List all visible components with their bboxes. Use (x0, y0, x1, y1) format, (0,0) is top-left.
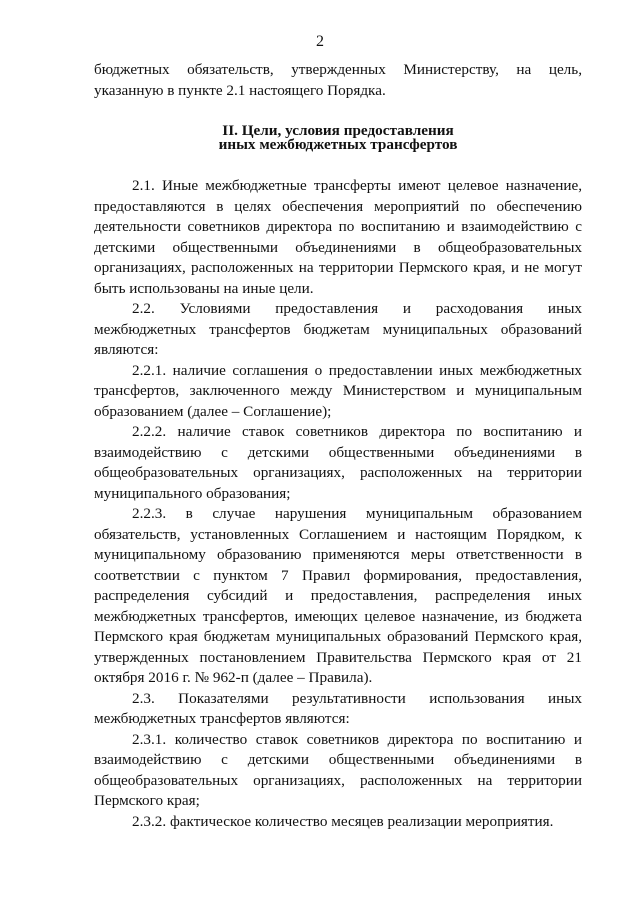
paragraph-2-1: 2.1. Иные межбюджетные трансферты имеют целевое назначение, предоставляются в целях обеспечения мероприятий по обеспечению деятельности советников директора по воспитанию и взаимодействию с детскими общественными объединениями в общеобразовательных организациях, расположенных на территории Пермского края, и не могут быть использованы на иные цели. (94, 177, 582, 297)
paragraph-2-3-2: 2.3.2. фактическое количество месяцев реализации мероприятия. (132, 812, 554, 830)
page-number: 2 (316, 33, 324, 50)
paragraph-2-3-1: 2.3.1. количество ставок советников директора по воспитанию и взаимодействию с детскими общественными объединениями в общеобразовательных организациях, расположенных на территории Пермского края; (94, 730, 582, 809)
document-body (94, 60, 582, 832)
intro-paragraph: бюджетных обязательств, утвержденных Министерству, на цель, указанную в пункте 2.1 настоящего Порядка. (94, 61, 582, 99)
section-heading (94, 124, 582, 152)
paragraph-2-2-2: 2.2.2. наличие ставок советников директора по воспитанию и взаимодействию с детскими общественными объединениями в общеобразовательных организациях, расположенных на территории муниципального образования; (94, 423, 582, 502)
paragraph-2-2: 2.2. Условиями предоставления и расходования иных межбюджетных трансфертов бюджетам муниципальных образований являются: (94, 300, 582, 358)
section-heading-line-2: иных межбюджетных трансфертов (218, 136, 458, 153)
section-heading-line-1: II. Цели, условия предоставления (222, 122, 454, 139)
paragraph-2-3: 2.3. Показателями результативности использования иных межбюджетных трансфертов являются: (94, 689, 582, 727)
paragraph-2-2-3: 2.2.3. в случае нарушения муниципальным образованием обязательств, установленных Соглашением и настоящим Порядком, к муниципальному образованию применяются меры ответственности в соответствии с пунктом 7 Правил формирования, предоставления, распределения субсидий и предоставления, распределения иных межбюджетных трансфертов, имеющих целевое назначение, из бюджета Пермского края бюджетам муниципальных образований Пермского края, утвержденных постановлением Правительства Пермского края от 21 октября 2016 г. № 962-п (далее – Правила). (94, 505, 582, 686)
paragraph-2-2-1: 2.2.1. наличие соглашения о предоставлении иных межбюджетных трансфертов, заключенного между Министерством и муниципальным образованием (далее – Соглашение); (94, 361, 582, 420)
